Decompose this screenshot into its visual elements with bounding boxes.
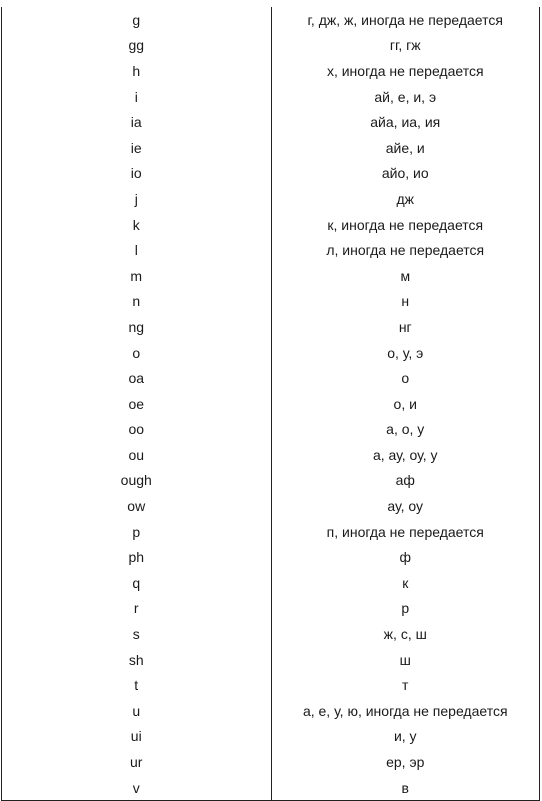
russian-transcription-cell: р <box>271 596 540 622</box>
table-row <box>2 186 540 212</box>
table-row <box>2 263 540 289</box>
table-row <box>2 237 540 263</box>
english-letter-cell: k <box>2 212 272 238</box>
table-body <box>2 7 540 801</box>
english-letter-cell: ia <box>2 109 272 135</box>
table-row <box>2 212 540 238</box>
russian-transcription-cell: л, иногда не передается <box>271 237 540 263</box>
russian-transcription-cell: ш <box>271 647 540 673</box>
table-row <box>2 340 540 366</box>
russian-transcription-cell: о <box>271 365 540 391</box>
table-row <box>2 570 540 596</box>
table-row <box>2 135 540 161</box>
table-row <box>2 493 540 519</box>
table-row <box>2 161 540 187</box>
russian-transcription-cell: о, и <box>271 391 540 417</box>
table-row <box>2 391 540 417</box>
russian-transcription-cell: в <box>271 775 540 801</box>
table-row <box>2 289 540 315</box>
russian-transcription-cell: м <box>271 263 540 289</box>
table-row <box>2 775 540 801</box>
russian-transcription-cell: н <box>271 289 540 315</box>
russian-transcription-cell: айе, и <box>271 135 540 161</box>
russian-transcription-cell: о, у, э <box>271 340 540 366</box>
english-letter-cell: h <box>2 58 272 84</box>
transliteration-table <box>1 7 540 801</box>
english-letter-cell: p <box>2 519 272 545</box>
table-row <box>2 647 540 673</box>
russian-transcription-cell: а, е, у, ю, иногда не передается <box>271 698 540 724</box>
table-row <box>2 417 540 443</box>
english-letter-cell: q <box>2 570 272 596</box>
table-row <box>2 672 540 698</box>
russian-transcription-cell: ер, эр <box>271 749 540 775</box>
table-row <box>2 7 540 33</box>
russian-transcription-cell: ай, е, и, э <box>271 84 540 110</box>
table-row <box>2 365 540 391</box>
russian-transcription-cell: гг, гж <box>271 33 540 59</box>
table-row <box>2 596 540 622</box>
russian-transcription-cell: к, иногда не передается <box>271 212 540 238</box>
table-row <box>2 58 540 84</box>
russian-transcription-cell: т <box>271 672 540 698</box>
russian-transcription-cell: а, о, у <box>271 417 540 443</box>
table-row <box>2 749 540 775</box>
russian-transcription-cell: х, иногда не передается <box>271 58 540 84</box>
english-letter-cell: sh <box>2 647 272 673</box>
english-letter-cell: ow <box>2 493 272 519</box>
table-row <box>2 621 540 647</box>
english-letter-cell: ph <box>2 544 272 570</box>
english-letter-cell: ur <box>2 749 272 775</box>
english-letter-cell: n <box>2 289 272 315</box>
russian-transcription-cell: ау, оу <box>271 493 540 519</box>
russian-transcription-cell: ф <box>271 544 540 570</box>
english-letter-cell: ough <box>2 468 272 494</box>
russian-transcription-cell: айо, ио <box>271 161 540 187</box>
russian-transcription-cell: г, дж, ж, иногда не передается <box>271 7 540 33</box>
russian-transcription-cell: п, иногда не передается <box>271 519 540 545</box>
russian-transcription-cell: ж, с, ш <box>271 621 540 647</box>
english-letter-cell: i <box>2 84 272 110</box>
russian-transcription-cell: и, у <box>271 724 540 750</box>
english-letter-cell: j <box>2 186 272 212</box>
english-letter-cell: ie <box>2 135 272 161</box>
table-row <box>2 519 540 545</box>
english-letter-cell: ui <box>2 724 272 750</box>
english-letter-cell: oe <box>2 391 272 417</box>
english-letter-cell: o <box>2 340 272 366</box>
table-row <box>2 442 540 468</box>
table-row <box>2 698 540 724</box>
english-letter-cell: io <box>2 161 272 187</box>
english-letter-cell: v <box>2 775 272 801</box>
russian-transcription-cell: а, ау, оу, у <box>271 442 540 468</box>
russian-transcription-cell: нг <box>271 314 540 340</box>
russian-transcription-cell: айа, иа, ия <box>271 109 540 135</box>
english-letter-cell: gg <box>2 33 272 59</box>
english-letter-cell: m <box>2 263 272 289</box>
english-letter-cell: r <box>2 596 272 622</box>
english-letter-cell: s <box>2 621 272 647</box>
russian-transcription-cell: аф <box>271 468 540 494</box>
table-row <box>2 84 540 110</box>
table-row <box>2 468 540 494</box>
english-letter-cell: ou <box>2 442 272 468</box>
table-row <box>2 109 540 135</box>
english-letter-cell: u <box>2 698 272 724</box>
table-row <box>2 33 540 59</box>
russian-transcription-cell: к <box>271 570 540 596</box>
russian-transcription-cell: дж <box>271 186 540 212</box>
english-letter-cell: l <box>2 237 272 263</box>
english-letter-cell: t <box>2 672 272 698</box>
english-letter-cell: oa <box>2 365 272 391</box>
english-letter-cell: oo <box>2 417 272 443</box>
english-letter-cell: g <box>2 7 272 33</box>
english-letter-cell: ng <box>2 314 272 340</box>
table-row <box>2 724 540 750</box>
table-row <box>2 544 540 570</box>
table-row <box>2 314 540 340</box>
